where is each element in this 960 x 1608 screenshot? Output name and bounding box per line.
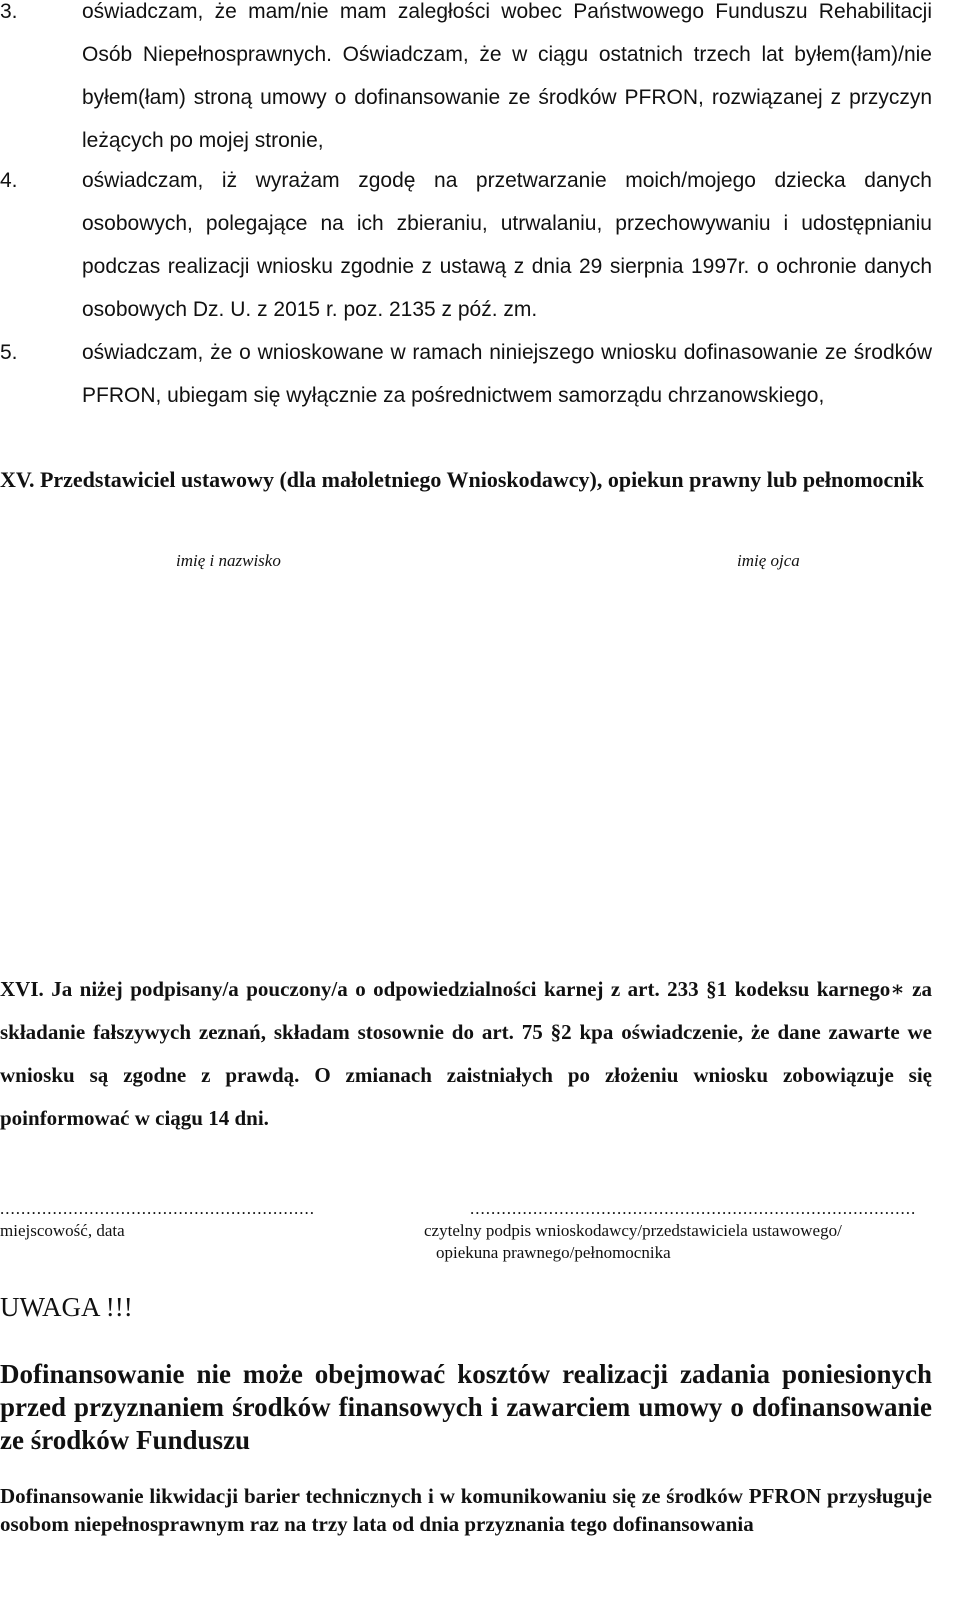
- section-xvi-declaration: XVI. Ja niżej podpisany/a pouczony/a o odpowiedzialności karnej z art. 233 §1 kodeksu karnego∗ za składanie fałszywych zeznań, składam stosownie do art. 75 §2 kpa oświadczenie, że dane zawarte we wniosku są zgodne z prawdą. O zmianach zaistniałych po złożeniu wniosku zobowiązuje się poinformować w ciągu 14 dni.: [0, 977, 932, 1130]
- section-xv-heading: XV. Przedstawiciel ustawowy (dla małoletniego Wnioskodawcy), opiekun prawny lub pełnomocnik: [0, 467, 924, 492]
- declaration-item-3: [0, 0, 932, 162]
- item-text: oświadczam, iż wyrażam zgodę na przetwarzanie moich/mojego dziecka danych osobowych, polegające na ich zbieraniu, utrwalaniu, przechowywaniu i udostępnianiu podczas realizacji wniosku zgodnie z ustawą z dnia 29 sierpnia 1997r. o ochronie danych osobowych Dz. U. z 2015 r. poz. 2135 z póź. zm.: [82, 169, 932, 321]
- declaration-item-5: [0, 331, 932, 417]
- caption-name: imię i nazwisko: [176, 551, 281, 570]
- item-text: oświadczam, że o wnioskowane w ramach niniejszego wniosku dofinasowanie ze środków PFRON, ubiegam się wyłącznie za pośrednictwem samorządu chrzanowskiego,: [82, 341, 932, 407]
- signature-applicant: [424, 1198, 916, 1264]
- signature-label-2: opiekuna prawnego/pełnomocnika: [436, 1243, 671, 1262]
- place-date-label: miejscowość, data: [0, 1221, 125, 1240]
- declaration-item-4: [0, 159, 932, 331]
- signature-label-1: czytelny podpis wnioskodawcy/przedstawiciela ustawowego/: [424, 1221, 842, 1240]
- signature-line[interactable]: .....................................................................................: [470, 1199, 917, 1218]
- notice-text-1: Dofinansowanie nie może obejmować kosztów realizacji zadania poniesionych przed przyznaniem środków finansowych i zawarciem umowy o dofinansowanie ze środków Funduszu: [0, 1359, 932, 1455]
- item-number: 4.: [0, 169, 18, 192]
- item-text: oświadczam, że mam/nie mam zaległości wobec Państwowego Funduszu Rehabilitacji Osób Niepełnosprawnych. Oświadczam, że w ciągu ostatnich trzech lat byłem(łam)/nie byłem(łam) stroną umowy o dofinansowanie ze środków PFRON, rozwiązanej z przyczyn leżących po mojej stronie,: [82, 0, 932, 152]
- signature-place-date: [0, 1198, 315, 1242]
- place-date-line[interactable]: ............................................................: [0, 1199, 315, 1218]
- notice-title: UWAGA !!!: [0, 1292, 133, 1322]
- item-number: 5.: [0, 341, 18, 364]
- notice-text-2: Dofinansowanie likwidacji barier technicznych i w komunikowaniu się ze środków PFRON przysługuje osobom niepełnosprawnym raz na trzy lata od dnia przyznania tego dofinansowania: [0, 1484, 932, 1536]
- item-number: 3.: [0, 0, 18, 23]
- caption-father-name: imię ojca: [737, 551, 800, 570]
